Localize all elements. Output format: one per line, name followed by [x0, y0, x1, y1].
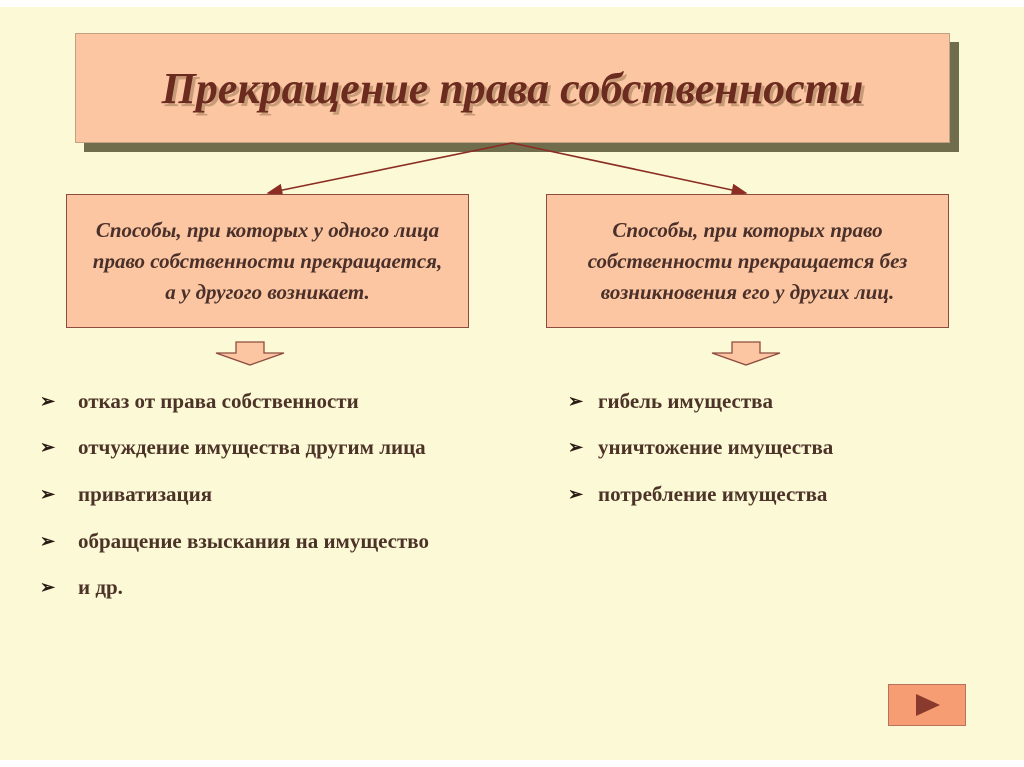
list-item: ➢ приватизация [40, 481, 213, 506]
arrow-bullet-icon: ➢ [40, 483, 56, 504]
arrow-bullet-icon: ➢ [568, 483, 584, 504]
list-item: ➢ потребление имущества [568, 481, 828, 506]
list-item: ➢ гибель имущества [568, 388, 774, 413]
right-down-arrow-icon [712, 342, 780, 365]
arrow-bullet-icon: ➢ [40, 437, 56, 458]
next-slide-button[interactable] [888, 684, 966, 726]
top-edge [0, 0, 1024, 7]
arrow-bullet-icon: ➢ [568, 390, 584, 411]
bottom-edge [0, 760, 1024, 767]
list-item: ➢ отказ от права собственности [40, 388, 359, 413]
left-list [40, 378, 429, 611]
arrow-bullet-icon: ➢ [40, 390, 56, 411]
left-down-arrow-icon [216, 342, 284, 365]
play-triangle-icon [910, 692, 944, 718]
slide-title: Прекращение права собственности [161, 63, 864, 113]
arrow-bullet-icon: ➢ [40, 577, 56, 598]
left-method-text: Способы, при которых у одного лица право собственности прекращается, а у другого возникает. [92, 217, 443, 304]
right-method-box [546, 194, 949, 328]
right-list [568, 378, 833, 518]
list-item: ➢ и др. [40, 575, 123, 600]
connector-right-arrow [512, 143, 746, 193]
connector-left-arrow [268, 143, 512, 193]
list-item: ➢ уничтожение имущества [568, 435, 834, 460]
list-item: ➢ обращение взыскания на имущество [40, 528, 429, 553]
arrow-bullet-icon: ➢ [568, 437, 584, 458]
title-box [75, 33, 950, 143]
left-method-box [66, 194, 469, 328]
list-item: ➢ отчуждение имущества другим лица [40, 435, 426, 460]
arrow-bullet-icon: ➢ [40, 530, 56, 551]
right-method-text: Способы, при которых право собственности прекращается без возникновения его у других лиц. [587, 217, 908, 304]
